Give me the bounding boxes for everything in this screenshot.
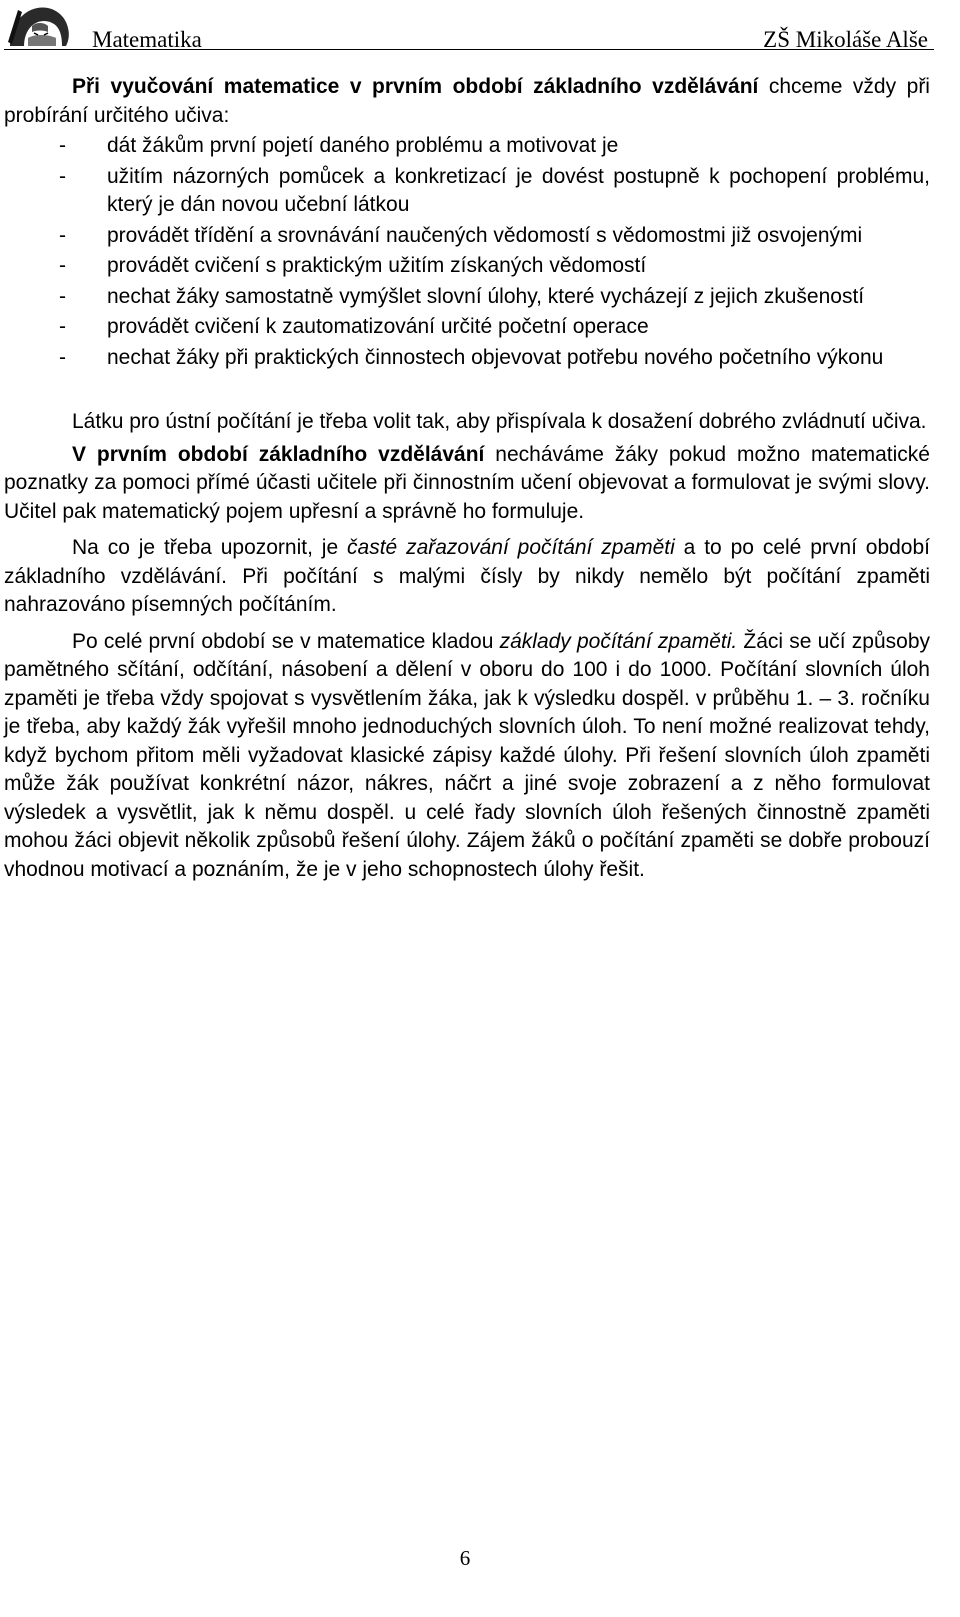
header-school: ZŠ Mikoláše Alše xyxy=(763,27,928,52)
list-item xyxy=(4,252,930,281)
list-item xyxy=(4,163,930,220)
document-body xyxy=(4,73,930,884)
header-subject: Matematika xyxy=(92,27,202,52)
paragraph-first-period xyxy=(4,441,930,527)
intro-rest: chceme vždy při probírání určitého učiva: xyxy=(4,75,930,127)
list-item-text: dát žákům první pojetí daného problému a motivovat je xyxy=(107,134,619,157)
list-item-text: nechat žáky samostatně vymýšlet slovní úlohy, které vycházejí z jejich zkušeností xyxy=(107,284,865,308)
page-header xyxy=(0,0,960,50)
list-dash: - xyxy=(59,254,66,277)
list-item-text: provádět cvičení s praktickým užitím získaných vědomostí xyxy=(107,254,647,277)
teaching-goals-list xyxy=(4,132,930,372)
list-item xyxy=(4,344,930,373)
list-item-text: užitím názorných pomůcek a konkretizací je dovést postupně k pochopení problému, který je dán novou učební látkou xyxy=(107,164,930,216)
list-item-text: provádět cvičení k zautomatizování určité početní operace xyxy=(107,315,649,338)
list-dash: - xyxy=(59,164,66,188)
para4-before: Po celé první období se v matematice kladou xyxy=(72,629,500,653)
list-item xyxy=(4,132,930,161)
list-dash: - xyxy=(59,284,66,308)
list-dash: - xyxy=(59,345,66,369)
para2-rest: necháváme žáky pokud možno matematické poznatky za pomoci přímé účasti učitele při činnostním učení objevovat a formulovat je svými slovy. Učitel pak matematický pojem upřesní a správně ho formuluje. xyxy=(4,442,930,523)
list-item xyxy=(4,283,930,312)
list-dash: - xyxy=(59,223,66,247)
intro-paragraph xyxy=(4,73,930,130)
header-divider xyxy=(4,49,934,50)
para3-before: Na co je třeba upozornit, je xyxy=(72,536,348,559)
list-item xyxy=(4,222,930,251)
paragraph-oral-counting: Látku pro ústní počítání je třeba volit tak, aby přispívala k dosažení dobrého zvládnutí učiva. xyxy=(72,410,927,433)
intro-bold: Při vyučování matematice v prvním období základního vzdělávání xyxy=(72,75,759,98)
para4-italic: základy počítání zpaměti. xyxy=(499,629,738,653)
para3-after: a to po celé první období základního vzdělávání. Při počítání s malými čísly by nikdy nemělo být počítání zpaměti nahrazováno písemných počítáním. xyxy=(4,536,931,616)
para4-after: Žáci se učí způsoby pamětného sčítání, odčítání, násobení a dělení v oboru do 100 i do 1000. Počítání slovních úloh zpaměti je třeba vždy spojovat s vysvětlením žáka, jak k výsledku dospěl. v průběhu 1. – 3. ročníku je třeba, aby každý žák vyřešil mnoho jednoduchých slovních úloh. To není možné realizovat tehdy, když bychom přitom měli vyžadovat klasické zápisy každé úlohy. Při řešení slovních úloh zpaměti může žák používat konkrétní názor, nákres, náčrt a jiné svoje zobrazení a z něho formulovat výsledek a vysvětlit, jak k němu dospěl. u celé řady slovních úloh řešených činnostně zpaměti mohou žáci objevit několik způsobů řešení úlohy. Zájem žáků o počítání zpaměti se dobře probouzí vhodnou motivací a poznáním, že je v jeho schopnostech úlohy řešit. xyxy=(4,629,930,881)
list-dash: - xyxy=(59,315,66,338)
para3-italic: časté zařazování počítání zpaměti xyxy=(347,536,675,559)
paragraph-mental-math-note xyxy=(4,534,930,620)
list-item-text: nechat žáky při praktických činnostech objevovat potřebu nového početního výkonu xyxy=(107,345,884,369)
list-item xyxy=(4,313,930,342)
list-item-text: provádět třídění a srovnávání naučených vědomostí s vědomostmi již osvojenými xyxy=(107,223,863,247)
portrait-logo-icon xyxy=(4,2,72,46)
para2-bold: V prvním období základního vzdělávání xyxy=(72,442,485,466)
page-number: 6 xyxy=(459,1546,471,1570)
paragraph-mental-math-basics xyxy=(4,628,930,885)
list-dash: - xyxy=(59,134,66,157)
